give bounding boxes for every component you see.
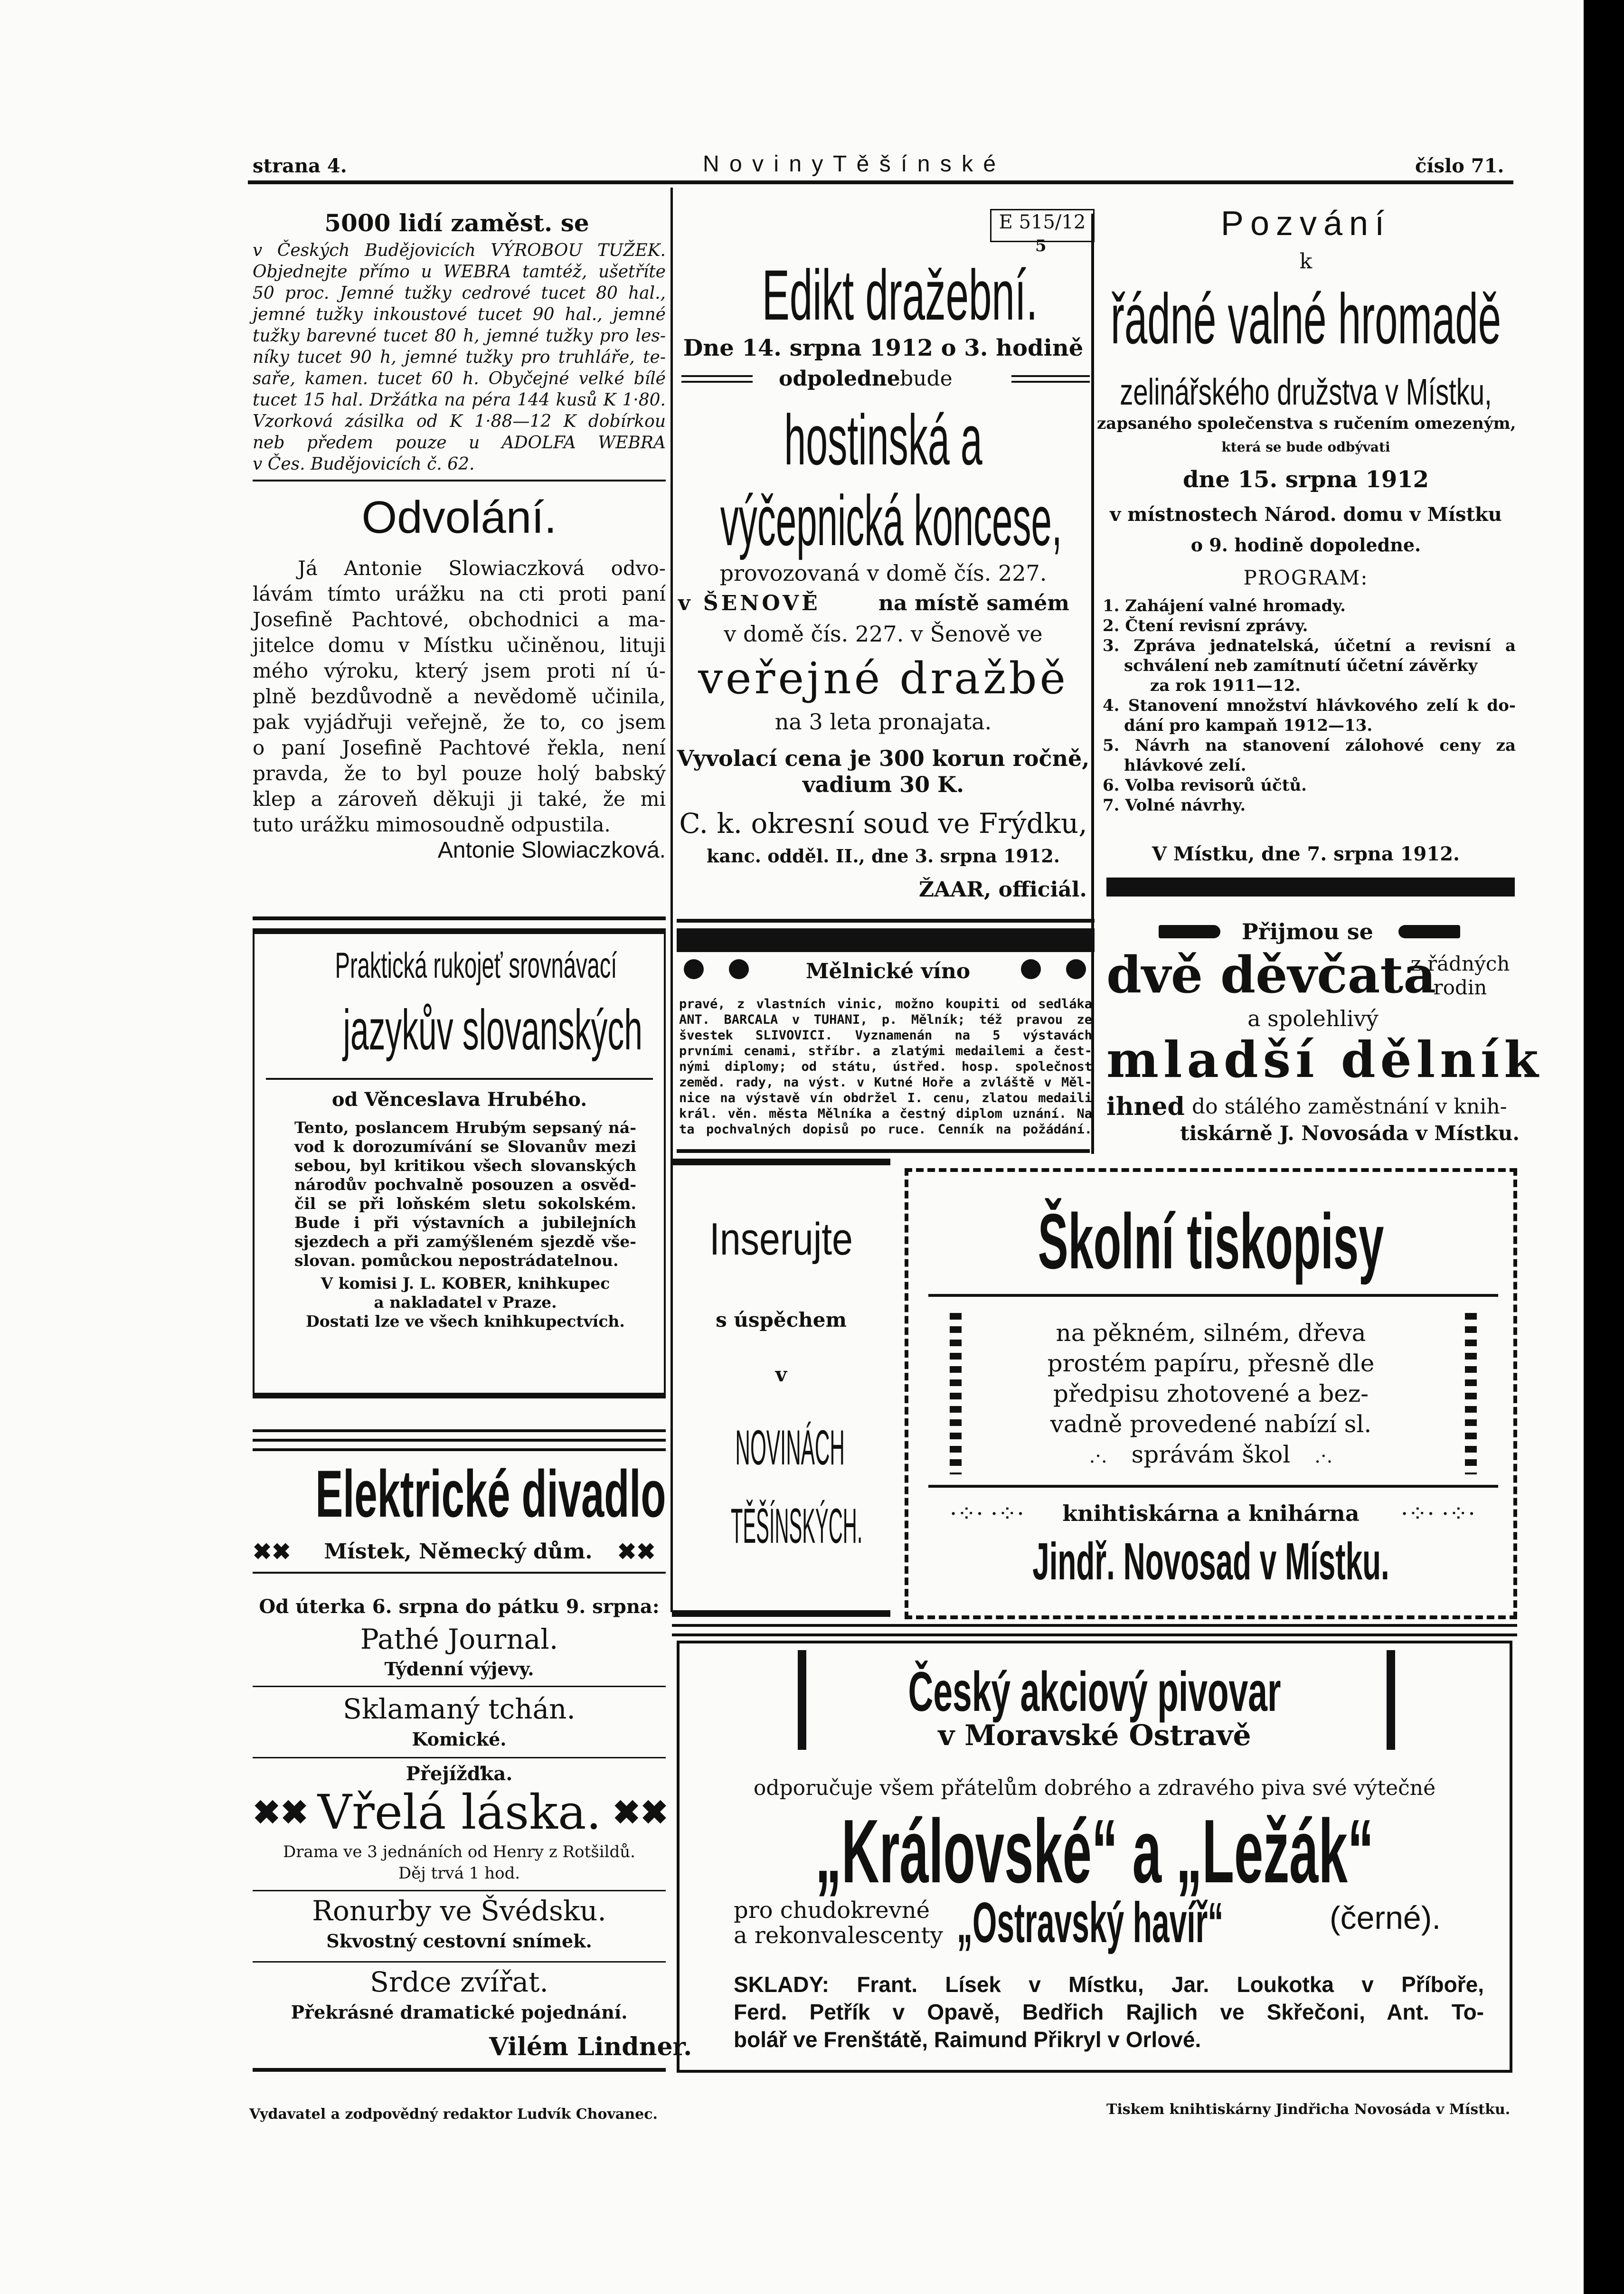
- divadlo-vrela: Vřelá láska.: [317, 1784, 602, 1840]
- edikt-sub: 5: [1035, 236, 1047, 255]
- divider: [253, 1686, 666, 1687]
- divider: [928, 1294, 1498, 1297]
- inserujte-novinach: NOVINÁCH: [735, 1420, 845, 1475]
- divider: [1011, 375, 1090, 377]
- devcata-mladsi: mladší dělník: [1106, 1030, 1543, 1089]
- divadlo-owner: Vilém Lindner.: [489, 2032, 692, 2061]
- edikt-verejne: veřejné dražbě: [698, 653, 1068, 704]
- bullet-icon: [1066, 959, 1086, 979]
- divider: [1011, 381, 1090, 383]
- pozvani-k: k: [1299, 249, 1312, 274]
- divider: [253, 1572, 666, 1574]
- bullet-icon: [729, 959, 749, 979]
- bullet-icon: [1021, 959, 1041, 979]
- devcata-text-2: tiskárně J. Novosáda v Místku.: [1180, 1122, 1520, 1145]
- edikt-kanc: kanc. odděl. II., dne 3. srpna 1912.: [707, 845, 1060, 867]
- footer-left: Vydavatel a zodpovědný redaktor Ludvík Chovanec.: [249, 2106, 658, 2123]
- odvolani-title: Odvolání.: [361, 492, 557, 543]
- pointing-hand-icon: [1159, 925, 1220, 938]
- newspaper-title: N o v i n y T ě š í n s k é: [703, 151, 998, 177]
- tiskopisy-title: Školní tiskopisy: [1038, 1198, 1384, 1285]
- edikt-vyvolaci: Vyvolací cena je 300 korun ročně,: [677, 746, 1090, 771]
- pozvani-title: Pozvání: [1220, 205, 1391, 243]
- tiskopisy-text: na pěkném, silném, dřeva prostém papíru, přesně dle předpisu zhotovené a bez- vadně provedené nabízí sl. .·. správám škol .·.: [1047, 1319, 1375, 1468]
- rukojet-title-2: jazykův slovanských: [343, 998, 642, 1062]
- divider: [253, 916, 666, 920]
- divadlo-item-sub: Komické.: [412, 1728, 507, 1750]
- edikt-soud: C. k. okresní soud ve Frýdku,: [679, 807, 1087, 840]
- ornament-icon: ·⁘· ·⁘·: [1401, 1501, 1475, 1527]
- edikt-na3: na 3 leta pronajata.: [774, 709, 992, 735]
- edikt-senov: v ŠENOVĚ: [678, 591, 821, 615]
- border-ornament: [1465, 1313, 1477, 1474]
- tiskopisy-kniht: knihtiskárna a knihárna: [1062, 1501, 1360, 1526]
- edikt-date: Dne 14. srpna 1912 o 3. hodině: [683, 335, 1084, 361]
- divadlo-vrela-sub: Drama ve 3 jednáních od Henry z Rotšildů.: [283, 1842, 635, 1861]
- divider: [672, 1624, 1517, 1627]
- divider: [253, 1439, 666, 1442]
- edikt-big-1: hostinská a: [784, 400, 982, 480]
- divider: [253, 1890, 666, 1891]
- devcata-prijmou: Přijmou se: [1242, 919, 1373, 944]
- divider: [681, 375, 753, 377]
- page-number: strana 4.: [253, 155, 347, 177]
- divider: [672, 1633, 1517, 1636]
- edikt-zaar: ŽAAR, officiál.: [919, 878, 1087, 902]
- edikt-prov: provozovaná v domě čís. 227.: [719, 560, 1047, 586]
- divider: [253, 1448, 666, 1451]
- divadlo-dates: Od úterka 6. srpna do pátku 9. srpna:: [259, 1595, 660, 1618]
- pozvani-program: 1. Zahájení valné hromady. 2. Čtení revisní zprávy. 3. Zpráva jednatelská, účetní a revisní a schválení neb zamítnutí účetní závěrky za rok 1911—12. 4. Stanovení množství hlávkového zelí k do- dání pro kampaň 1912—13. 5. Návrh na stanovení zálohové ceny za hlávkové zelí. 6. Volba revisorů účtů. 7. Volné návrhy.: [1103, 596, 1516, 815]
- devcata-radnych: z řádných: [1410, 952, 1510, 975]
- divadlo-item-title: Srdce zvířat.: [370, 1966, 548, 1998]
- border-ornament: [950, 1313, 962, 1474]
- inserujte-title: Inserujte: [709, 1214, 853, 1265]
- divadlo-prejizdka: Přejížďka.: [406, 1763, 513, 1785]
- pivovar-odpor: odporučuje všem přátelům dobrého a zdravého piva své výtečné: [753, 1776, 1436, 1800]
- edikt-bude: bude: [900, 367, 953, 391]
- tiskopisy-novosad: Jindř. Novosad v Místku.: [1032, 1532, 1389, 1591]
- divadlo-title: Elektrické divadlo: [315, 1456, 666, 1531]
- pointing-hand-icon: [1398, 925, 1460, 938]
- devcata-ihned: ihned: [1106, 1092, 1185, 1121]
- ornament-icon: ·⁘· ·⁘·: [950, 1501, 1024, 1527]
- edikt-title: Edikt dražební.: [762, 255, 1038, 335]
- divadlo-item-sub: Skvostný cestovní snímek.: [326, 1930, 592, 1952]
- pozvani-signoff: V Místku, dne 7. srpna 1912.: [1152, 843, 1460, 865]
- edikt-vadium: vadium 30 K.: [802, 772, 964, 797]
- odvolani-text: Já Antonie Slowiaczková odvo- lávám tímto urážku na cti proti paní Josefině Pachtové, obchodnici a ma- jitelce domu v Místku učiněnou, lituji mého výroku, který jsem proti ní ú- plně bezdůvodně a nevědomě učinila, pak vyjádřuji veřejně, že to, co jsem o paní Josefině Pachtové řekla, není pravda, že to byl pouze holý babský klep a zároveň děkuji ji také, že mi tuto urážku mimosoudně odpustila. Antonie Slowiaczková.: [253, 557, 666, 863]
- pivovar-big: „Královské“ a „Ležák“: [815, 1801, 1374, 1902]
- divadlo-vrela-sub: Děj trvá 1 hod.: [398, 1864, 520, 1883]
- divadlo-marks-left: ✖✖: [253, 1793, 309, 1832]
- odvolani-signature: Antonie Slowiaczková.: [437, 838, 666, 863]
- inserujte-tesinskych: TĚŠÍNSKÝCH.: [731, 1499, 863, 1554]
- divider: [253, 1429, 666, 1432]
- pozvani-dne: dne 15. srpna 1912: [1182, 466, 1429, 493]
- pozvani-program-title: PROGRAM:: [1243, 566, 1369, 589]
- divider: [253, 1961, 666, 1963]
- tuzky-ad: v Českých Budějovicích VÝROBOU TUŽEK. Objednejte přímo u WEBRA tamtéž, ušetříte 50 proc. Jemné tužky cedrové tucet 80 hal., jemné tužky inkoustové tucet 90 hal., jemné tužky barevné tucet 80 h, jemné tužky pro les- níky tucet 90 h, jemné tužky pro truhláře, te- saře, kamen. tucet 60 h. Obyčejné velké bílé tucet 15 hal. Držátka na péra 144 kusů K 1·80. Vzorková zásilka od K 1·88—12 K dobírkou neb předem pouze u ADOLFA WEBRA v Čes. Budějovicích č. 62.: [253, 241, 666, 474]
- devcata-text-1: do stálého zaměstnání v knih-: [1192, 1095, 1507, 1119]
- black-band: [677, 928, 1095, 952]
- pozvani-zaps: zapsaného společenstva s ručením omezeným,: [1097, 414, 1516, 433]
- issue-number: číslo 71.: [1415, 155, 1504, 177]
- tuzky-headline: 5000 lidí zaměst. se: [324, 209, 589, 237]
- divider: [681, 381, 753, 383]
- bullet-icon: [684, 959, 704, 979]
- divadlo-item-title: Sklamaný tchán.: [343, 1693, 576, 1725]
- divider: [253, 1757, 666, 1758]
- devcata-rodin: rodin: [1433, 976, 1487, 999]
- devcata-dve: dvě děvčata: [1106, 945, 1436, 1004]
- pozvani-druzstva: zelinářského družstva v Místku,: [1120, 371, 1492, 413]
- edikt-big-2: výčepnická koncese,: [720, 481, 1062, 560]
- rukojet-text: Tento, poslancem Hrubým sepsaný ná- vod k dorozumívání se Slovanův mezi sebou, byl kritikou všech slovanských národův pochvalně posouzen a osvěd- čil se při loňském sletu sokolském. Bude i při výstavních a jubilejních sjezdech a při zamýšleném sjezdě vše- slovan. pomůckou nepostrádatelnou. V komisi J. L. KOBER, knihkupec a nakladatel v Praze. Dostati lze ve všech knihkupectvích.: [294, 1118, 636, 1331]
- edikt-senov-2: v domě čís. 227. v Šenově ve: [724, 621, 1043, 647]
- vino-title: Mělnické víno: [805, 959, 971, 983]
- divadlo-item-title: Pathé Journal.: [360, 1623, 558, 1655]
- rukojet-title-1: Praktická rukojeť srovnávací: [335, 945, 617, 986]
- divadlo-item-sub: Překrásné dramatické pojednání.: [291, 2001, 628, 2023]
- pozvani-big: řádné valné hromadě: [1110, 279, 1501, 359]
- pivovar-pro-2: a rekonvalescenty: [734, 1922, 943, 1949]
- edikt-misto: na místě samém: [878, 591, 1069, 615]
- pivovar-title: Český akciový pivovar: [908, 1661, 1281, 1723]
- divider: [253, 2068, 666, 2072]
- pozvani-hodina: o 9. hodině dopoledne.: [1190, 534, 1421, 556]
- inserujte-s: s úspěchem: [716, 1308, 847, 1331]
- divadlo-item-sub: Týdenní výjevy.: [384, 1658, 534, 1680]
- divider: [677, 919, 1095, 923]
- pivovar-havir: „Ostravský havíř“: [957, 1891, 1224, 1954]
- footer-right: Tiskem knihtiskárny Jindřicha Novosáda v Místku.: [1106, 2101, 1511, 2118]
- divadlo-marks-right: ✖✖: [617, 1539, 656, 1565]
- divadlo-marks-right: ✖✖: [613, 1793, 669, 1832]
- edikt-odpoledne: odpoledne: [779, 367, 900, 391]
- pivovar-sub: v Moravské Ostravě: [938, 1719, 1251, 1752]
- pozvani-mistnost: v místnostech Národ. domu v Místku: [1110, 503, 1502, 526]
- inserujte-v: v: [775, 1363, 787, 1386]
- divadlo-marks-left: ✖✖: [253, 1539, 291, 1565]
- divadlo-item-title: Ronurby ve Švédsku.: [312, 1895, 606, 1927]
- pivovar-sklady: SKLADY: Frant. Lísek v Místku, Jar. Loukotka v Příboře, Ferd. Petřík v Opavě, Bedřich Rajlich ve Skřečoni, Ant. To- bolář ve Frenštátě, Raimund Přikryl v Orlové.: [734, 1972, 1484, 2052]
- rukojet-author: od Věnceslava Hrubého.: [331, 1088, 587, 1111]
- pozvani-ktera: která se bude odbývati: [1221, 439, 1390, 455]
- pivovar-pro-1: pro chudokrevné: [734, 1897, 930, 1924]
- divider: [266, 1078, 653, 1080]
- pivovar-cerne: (černé).: [1330, 1900, 1441, 1936]
- divider: [253, 480, 666, 481]
- vino-text: pravé, z vlastních vinic, možno koupiti od sedláka ANT. BARCALA v TUHANI, p. Mělník; též pravou ze švestek SLIVOVICI. Vyznamenán na 5 výstavách prvními cenami, stříbr. a zlatými medailemi a čest- nými diplomy; od státu, ústřed. hosp. společnost zeměd. rady, na výst. v Kutné Hoře a zvláště v Měl- nice na výstavě vín obdržel I. cenu, zlatou medaili král. věn. města Mělníka a čestný diplom uznání. Na ta pochvalných dopisů po ruce. Cenník na požádání.: [679, 997, 1092, 1137]
- edikt-number: E 515/12: [999, 211, 1086, 233]
- black-band: [1106, 878, 1515, 897]
- devcata-spol: a spolehlivý: [1247, 1006, 1379, 1031]
- header-rule: [248, 180, 1513, 184]
- divadlo-place: Místek, Německý dům.: [324, 1539, 593, 1564]
- divider: [677, 1149, 1090, 1153]
